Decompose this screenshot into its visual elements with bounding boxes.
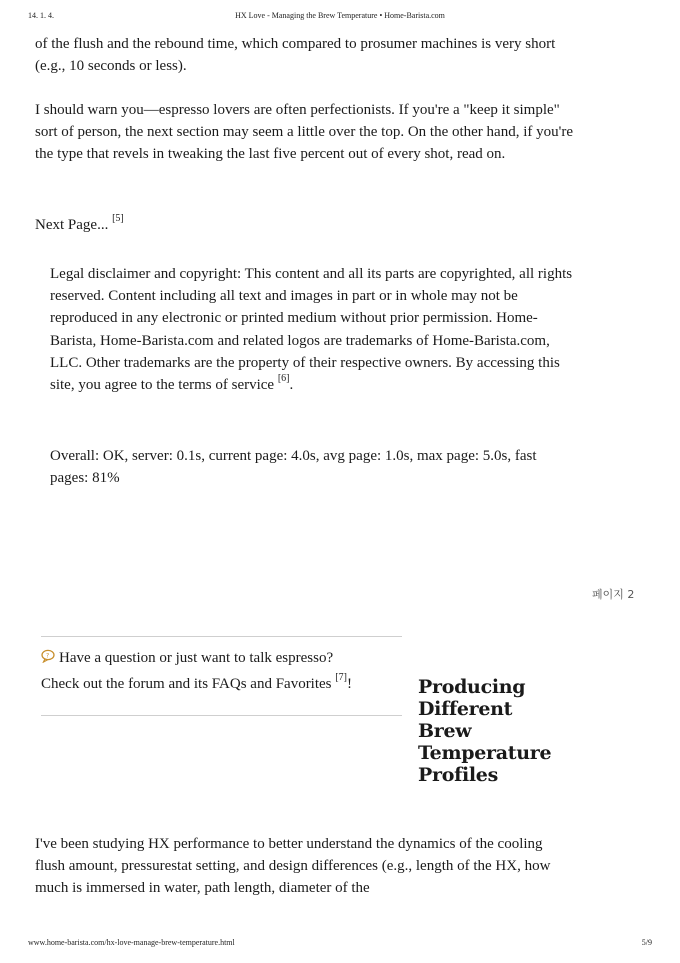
svg-text:?: ? (46, 652, 50, 660)
print-header (0, 11, 680, 23)
print-url: www.home-barista.com/hx-love-manage-brew-temperature.html (28, 938, 235, 947)
heading-line: Producing (418, 676, 526, 698)
forum-callout (41, 645, 411, 697)
print-footer (0, 938, 680, 950)
disclaimer-end: . (289, 377, 294, 394)
heading-line: Profiles (418, 764, 498, 786)
callout-bottom-divider (41, 715, 402, 716)
legal-disclaimer (50, 263, 575, 396)
callout-line2: Check out the forum and its FAQs and Favorites (41, 676, 332, 692)
server-stats: Overall: OK, server: 0.1s, current page: 4.0s, avg page: 1.0s, max page: 5.0s, fast pages: 81% (50, 448, 537, 487)
callout-ref[interactable]: [7] (335, 672, 347, 683)
next-page-label[interactable]: Next Page... (35, 217, 109, 233)
disclaimer-text: Legal disclaimer and copyright: This content and all its parts are copyrighted, all rights reserved. Content including all text and images in part or in whole may not be reproduced in any electronic or printed medium without prior permission. Home-Barista, Home-Barista.com and related logos are trademarks of Home-Barista.com, LLC. Other trademarks are the property of their respective owners. By accessing this site, you agree to the terms of service (50, 266, 573, 394)
next-page-ref[interactable]: [5] (112, 213, 124, 224)
disclaimer-ref[interactable]: [6] (277, 373, 290, 385)
callout-line1: Have a question or just want to talk espresso? (59, 650, 334, 666)
section-heading (418, 676, 618, 786)
heading-line: Different (418, 698, 513, 720)
print-page-number: 5/9 (641, 938, 652, 947)
callout-end: ! (346, 676, 352, 692)
print-date: 14. 1. 4. (28, 11, 54, 20)
print-title: HX Love - Managing the Brew Temperature • Home-Barista.com (235, 11, 445, 20)
paragraph-warning: I should warn you—espresso lovers are often perfectionists. If you're a "keep it simple" sort of person, the next section may seem a little over the top. On the other hand, if you're the type that revels in tweaking the last five percent out of every shot, read on. (35, 102, 573, 163)
callout-top-divider (41, 636, 402, 637)
next-page-link[interactable] (35, 214, 335, 236)
paragraph-flush: of the flush and the rebound time, which compared to prosumer machines is very short (e.g., 10 seconds or less). (35, 36, 556, 75)
page-marker: 페이지 2 (592, 588, 635, 601)
paragraph-hx-study: I've been studying HX performance to better understand the dynamics of the cooling flush amount, pressurestat setting, and design differences (e.g., length of the HX, how much is immersed in water, path length, diameter of the (35, 836, 551, 897)
speech-bubble-question-icon (41, 646, 57, 660)
heading-line: Temperature (418, 742, 552, 764)
heading-line: Brew (418, 720, 472, 742)
